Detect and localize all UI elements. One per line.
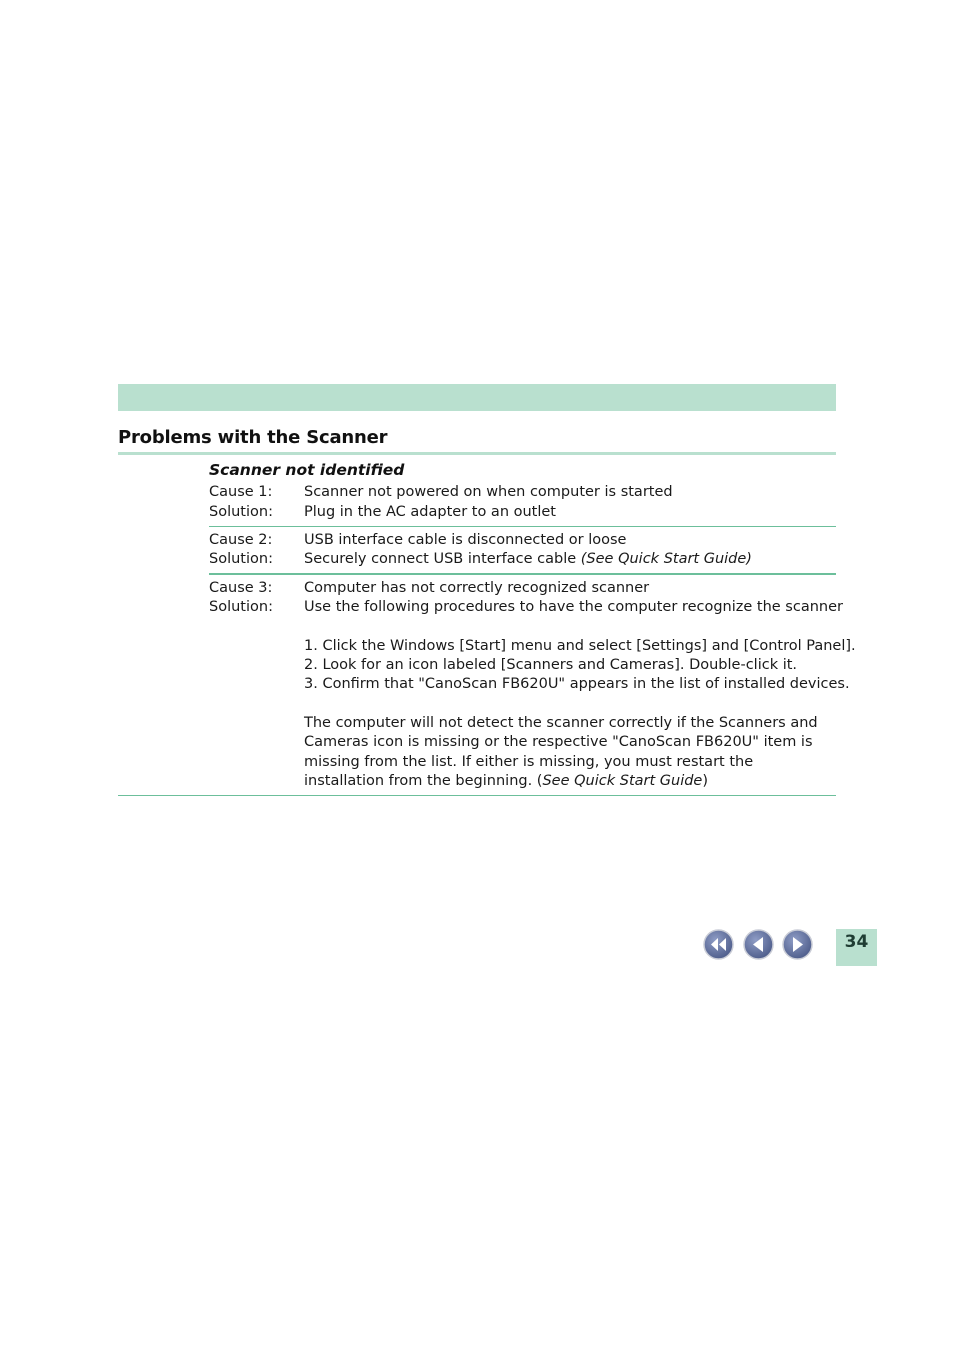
previous-page-button[interactable] [743, 929, 774, 960]
page-number-box [836, 929, 877, 966]
cause-label: Cause 2: [209, 532, 273, 548]
step-3 [304, 675, 850, 694]
cause-text: Computer has not correctly recognized scanner [304, 580, 650, 596]
divider [209, 526, 836, 527]
first-page-button[interactable] [703, 929, 734, 960]
step-text: 1. Click the Windows [Start] menu and select [Settings] and [Control Panel]. [304, 638, 856, 654]
divider [209, 573, 836, 575]
guide-reference: See Quick Start Guide [542, 772, 703, 789]
solution-text: Plug in the AC adapter to an outlet [304, 504, 556, 520]
step-text: 3. Confirm that "CanoScan FB620U" appears in the list of installed devices. [304, 676, 850, 692]
forward-arrow-icon [782, 929, 813, 960]
note-end: ) [702, 772, 709, 789]
guide-reference: (See Quick Start Guide) [580, 551, 752, 567]
cause-label: Cause 1: [209, 484, 273, 500]
cause-text: Scanner not powered on when computer is started [304, 484, 673, 500]
title-underline [118, 452, 836, 455]
next-page-button[interactable] [782, 929, 813, 960]
cause-label: Cause 3: [209, 580, 273, 596]
solution-text: Use the following procedures to have the computer recognize the scanner [304, 599, 843, 615]
cause-text: USB interface cable is disconnected or loose [304, 532, 627, 548]
rewind-icon [703, 929, 734, 960]
section-bottom-rule [118, 795, 836, 796]
section-title: Problems with the Scanner [118, 427, 388, 448]
back-arrow-icon [743, 929, 774, 960]
page-number: 34 [844, 932, 869, 952]
solution-label: Solution: [209, 504, 273, 520]
solution-text: Securely connect USB interface cable [304, 551, 577, 567]
header-band [118, 384, 836, 411]
subsection-title: Scanner not identified [209, 461, 405, 479]
solution-label: Solution: [209, 599, 273, 615]
step-2 [304, 656, 797, 675]
note-paragraph [304, 714, 834, 791]
step-text: 2. Look for an icon labeled [Scanners and Cameras]. Double-click it. [304, 657, 798, 673]
step-1 [304, 637, 856, 656]
solution-label: Solution: [209, 551, 273, 567]
solution-text-wrap [304, 550, 752, 569]
note-text: The computer will not detect the scanner correctly if the Scanners and Cameras icon is missing or the respective "CanoScan FB620U" item is missing from the list. If either is missing, you must restart the installation from the beginning. ( [304, 715, 818, 789]
